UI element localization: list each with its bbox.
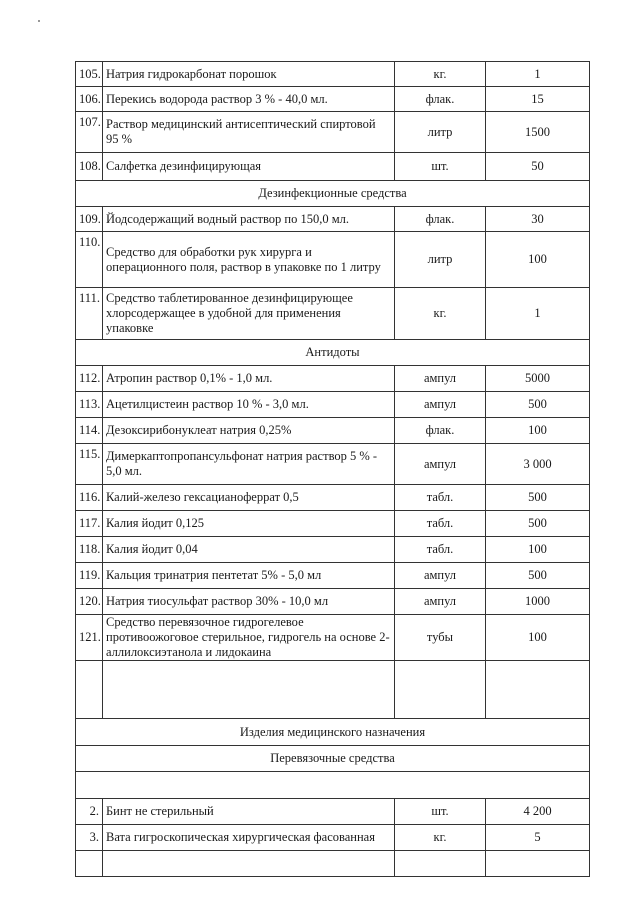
row-number: 118. [76,537,103,563]
item-name: Бинт не стерильный [103,799,395,825]
item-quantity [486,851,590,877]
table-row [76,207,590,232]
item-name: Раствор медицинский антисептический спиртовой 95 % [103,112,395,153]
item-unit: флак. [395,207,486,232]
item-name: Ацетилцистеин раствор 10 % - 3,0 мл. [103,392,395,418]
item-quantity: 3 000 [486,444,590,485]
table-row [76,288,590,340]
item-unit: тубы [395,615,486,661]
row-number: 107. [76,112,103,153]
item-name [103,851,395,877]
item-unit: кг. [395,825,486,851]
item-quantity: 15 [486,87,590,112]
item-quantity: 1500 [486,112,590,153]
section-header-row [76,719,590,746]
table-row [76,537,590,563]
row-number: 108. [76,153,103,181]
row-number: 112. [76,366,103,392]
item-quantity: 100 [486,418,590,444]
item-quantity: 100 [486,537,590,563]
item-unit: литр [395,232,486,288]
row-number: 119. [76,563,103,589]
item-unit: кг. [395,288,486,340]
table-row [76,799,590,825]
item-unit: ампул [395,366,486,392]
table-row [76,392,590,418]
item-name: Йодсодержащий водный раствор по 150,0 мл. [103,207,395,232]
section-header-row [76,340,590,366]
table-row [76,485,590,511]
item-quantity: 1000 [486,589,590,615]
item-quantity: 1 [486,62,590,87]
item-name: Салфетка дезинфицирующая [103,153,395,181]
item-unit: флак. [395,87,486,112]
item-unit: табл. [395,537,486,563]
table-row [76,87,590,112]
table-row [76,589,590,615]
item-name: Средство перевязочное гидрогелевое противоожоговое стерильное, гидрогель на основе 2-аллилоксиэтанола и лидокаина [103,615,395,661]
item-quantity: 100 [486,232,590,288]
item-quantity: 500 [486,485,590,511]
medical-supplies-table [75,61,590,877]
item-name: Натрия тиосульфат раствор 30% - 10,0 мл [103,589,395,615]
row-number: 116. [76,485,103,511]
item-unit [395,661,486,719]
section-title: Антидоты [76,340,590,366]
row-number: 121. [76,615,103,661]
item-name: Димеркаптопропансульфонат натрия раствор 5 % - 5,0 мл. [103,444,395,485]
table-row [76,232,590,288]
section-title: Перевязочные средства [76,746,590,772]
item-quantity [486,661,590,719]
item-name: Калий-железо гексацианоферрат 0,5 [103,485,395,511]
row-number: 113. [76,392,103,418]
item-name: Атропин раствор 0,1% - 1,0 мл. [103,366,395,392]
item-unit: шт. [395,153,486,181]
item-unit [395,851,486,877]
table-row [76,825,590,851]
item-unit: литр [395,112,486,153]
item-quantity: 1 [486,288,590,340]
item-unit: шт. [395,799,486,825]
row-number: 110. [76,232,103,288]
section-title: Дезинфекционные средства [76,181,590,207]
item-unit: ампул [395,589,486,615]
item-unit: ампул [395,392,486,418]
item-name: Калия йодит 0,04 [103,537,395,563]
item-quantity: 500 [486,563,590,589]
item-unit: табл. [395,485,486,511]
item-unit: ампул [395,444,486,485]
row-number: 105. [76,62,103,87]
item-quantity: 5 [486,825,590,851]
item-quantity: 100 [486,615,590,661]
row-number: 114. [76,418,103,444]
item-name: Калия йодит 0,125 [103,511,395,537]
table-row [76,153,590,181]
table-row [76,563,590,589]
item-quantity: 5000 [486,366,590,392]
item-name: Средство таблетированное дезинфицирующее хлорсодержащее в удобной для применения упаковке [103,288,395,340]
table-row [76,615,590,661]
table-row [76,444,590,485]
item-quantity: 4 200 [486,799,590,825]
row-number: 109. [76,207,103,232]
item-name: Средство для обработки рук хирурга и операционного поля, раствор в упаковке по 1 литру [103,232,395,288]
item-name: Натрия гидрокарбонат порошок [103,62,395,87]
section-title: Изделия медицинского назначения [76,719,590,746]
table-row [76,661,590,719]
table-row [76,418,590,444]
section-title [76,772,590,799]
item-name: Дезоксирибонуклеат натрия 0,25% [103,418,395,444]
item-name [103,661,395,719]
table-row [76,112,590,153]
table-row [76,511,590,537]
section-header-row [76,746,590,772]
row-number: 117. [76,511,103,537]
item-quantity: 30 [486,207,590,232]
row-number: 3. [76,825,103,851]
scan-speck [38,20,40,22]
item-quantity: 500 [486,511,590,537]
row-number: 115. [76,444,103,485]
table-row [76,366,590,392]
item-quantity: 50 [486,153,590,181]
row-number: 106. [76,87,103,112]
row-number: 111. [76,288,103,340]
row-number: 2. [76,799,103,825]
item-unit: кг. [395,62,486,87]
row-number [76,851,103,877]
item-unit: табл. [395,511,486,537]
section-header-row [76,181,590,207]
item-name: Перекись водорода раствор 3 % - 40,0 мл. [103,87,395,112]
item-quantity: 500 [486,392,590,418]
section-header-row [76,772,590,799]
row-number [76,661,103,719]
row-number: 120. [76,589,103,615]
item-name: Кальция тринатрия пентетат 5% - 5,0 мл [103,563,395,589]
item-unit: флак. [395,418,486,444]
item-name: Вата гигроскопическая хирургическая фасованная [103,825,395,851]
item-unit: ампул [395,563,486,589]
table-row [76,851,590,877]
table-row [76,62,590,87]
